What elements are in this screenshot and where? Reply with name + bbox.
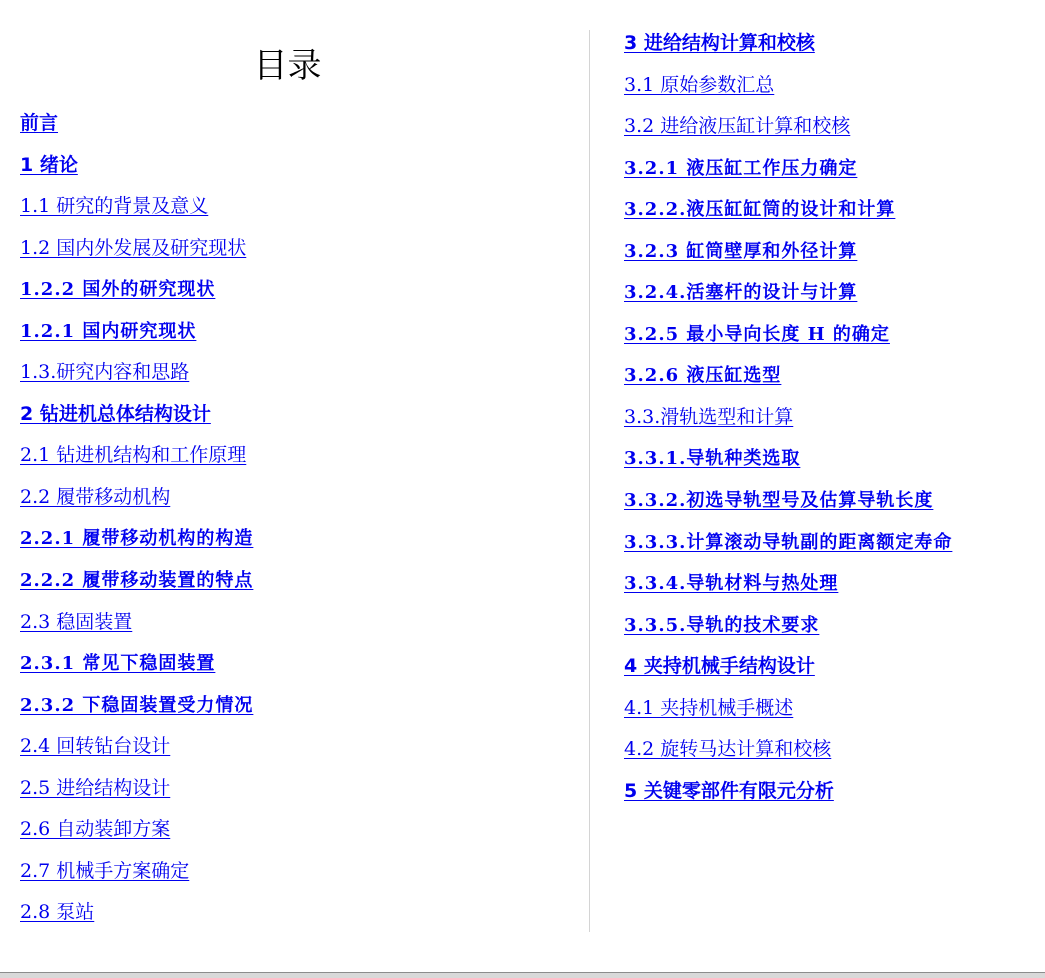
toc-link[interactable]: 3.2.6 液压缸选型	[624, 365, 782, 387]
toc-entry	[20, 518, 580, 560]
toc-entry	[20, 726, 580, 768]
toc-left-column	[20, 103, 580, 934]
toc-link[interactable]: 1.3.研究内容和思路	[20, 361, 190, 384]
page-bottom-edge	[0, 972, 1045, 978]
toc-link[interactable]: 2.8 泵站	[20, 901, 95, 924]
toc-link[interactable]: 3.2 进给液压缸计算和校核	[624, 115, 851, 138]
toc-entry	[624, 605, 1039, 647]
toc-entry	[624, 231, 1039, 273]
toc-link[interactable]: 3.3.5.导轨的技术要求	[624, 614, 820, 636]
toc-link[interactable]: 3.3.2.初选导轨型号及估算导轨长度	[624, 490, 934, 512]
toc-link[interactable]: 1.2 国内外发展及研究现状	[20, 236, 247, 259]
toc-link[interactable]: 3.1 原始参数汇总	[624, 73, 775, 96]
toc-entry	[20, 602, 580, 644]
toc-entry	[20, 892, 580, 934]
toc-link[interactable]: 5 关键零部件有限元分析	[624, 779, 834, 802]
toc-entry	[20, 145, 580, 187]
toc-link[interactable]: 2.4 回转钻台设计	[20, 735, 171, 758]
toc-entry	[20, 186, 580, 228]
toc-entry	[20, 477, 580, 519]
toc-link[interactable]: 4 夹持机械手结构设计	[624, 655, 815, 678]
toc-link[interactable]: 1.2.1 国内研究现状	[20, 320, 197, 342]
toc-entry	[624, 480, 1039, 522]
toc-entry	[624, 646, 1039, 688]
toc-link[interactable]: 3.2.2.液压缸缸筒的设计和计算	[624, 199, 896, 221]
toc-entry	[624, 729, 1039, 771]
toc-entry	[20, 809, 580, 851]
toc-link[interactable]: 2.5 进给结构设计	[20, 776, 171, 799]
toc-link[interactable]: 前言	[20, 112, 59, 134]
toc-link[interactable]: 4.2 旋转马达计算和校核	[624, 738, 832, 761]
toc-entry	[624, 522, 1039, 564]
toc-entry	[20, 685, 580, 727]
toc-link[interactable]: 3.3.3.计算滚动导轨副的距离额定寿命	[624, 531, 953, 553]
toc-link[interactable]: 2.3.2 下稳固装置受力情况	[20, 694, 254, 716]
toc-entry	[20, 435, 580, 477]
toc-link[interactable]: 3.2.5 最小导向长度 H 的确定	[624, 323, 890, 345]
toc-entry	[624, 272, 1039, 314]
toc-entry	[20, 768, 580, 810]
toc-entry	[624, 438, 1039, 480]
toc-entry	[624, 148, 1039, 190]
toc-entry	[624, 688, 1039, 730]
toc-entry	[20, 560, 580, 602]
toc-entry	[624, 771, 1039, 813]
toc-link[interactable]: 1.1 研究的背景及意义	[20, 195, 209, 218]
toc-link[interactable]: 2.3 稳固装置	[20, 610, 133, 633]
toc-link[interactable]: 2.2.2 履带移动装置的特点	[20, 570, 254, 592]
toc-link[interactable]: 3 进给结构计算和校核	[624, 32, 815, 54]
toc-link[interactable]: 1 绪论	[20, 153, 78, 176]
toc-entry	[20, 228, 580, 270]
toc-link[interactable]: 4.1 夹持机械手概述	[624, 696, 794, 719]
toc-link[interactable]: 3.2.3 缸筒壁厚和外径计算	[624, 240, 858, 262]
toc-link[interactable]: 2.2 履带移动机构	[20, 485, 171, 508]
toc-entry	[624, 355, 1039, 397]
toc-link[interactable]: 3.3.1.导轨种类选取	[624, 448, 801, 470]
column-divider	[589, 30, 590, 932]
toc-link[interactable]: 3.2.4.活塞杆的设计与计算	[624, 282, 858, 304]
toc-entry	[20, 643, 580, 685]
toc-entry	[20, 311, 580, 353]
toc-link[interactable]: 3.2.1 液压缸工作压力确定	[624, 157, 858, 179]
toc-entry	[20, 394, 580, 436]
toc-entry	[624, 189, 1039, 231]
toc-entry	[624, 563, 1039, 605]
toc-link[interactable]: 2 钻进机总体结构设计	[20, 402, 211, 425]
toc-link[interactable]: 2.7 机械手方案确定	[20, 859, 190, 882]
toc-link[interactable]: 2.1 钻进机结构和工作原理	[20, 444, 247, 467]
toc-entry	[624, 314, 1039, 356]
toc-link[interactable]: 2.2.1 履带移动机构的构造	[20, 528, 254, 550]
toc-title: 目录	[253, 46, 322, 86]
toc-right-column	[624, 23, 1039, 812]
toc-link[interactable]: 2.3.1 常见下稳固装置	[20, 653, 216, 675]
toc-entry	[624, 65, 1039, 107]
toc-entry	[624, 397, 1039, 439]
toc-link[interactable]: 3.3.4.导轨材料与热处理	[624, 573, 839, 595]
toc-entry	[624, 106, 1039, 148]
toc-entry	[20, 851, 580, 893]
toc-link[interactable]: 3.3.滑轨选型和计算	[624, 405, 794, 428]
toc-entry	[624, 23, 1039, 65]
toc-entry	[20, 103, 580, 145]
toc-entry	[20, 352, 580, 394]
toc-link[interactable]: 1.2.2 国外的研究现状	[20, 279, 216, 301]
toc-entry	[20, 269, 580, 311]
toc-link[interactable]: 2.6 自动装卸方案	[20, 818, 171, 841]
